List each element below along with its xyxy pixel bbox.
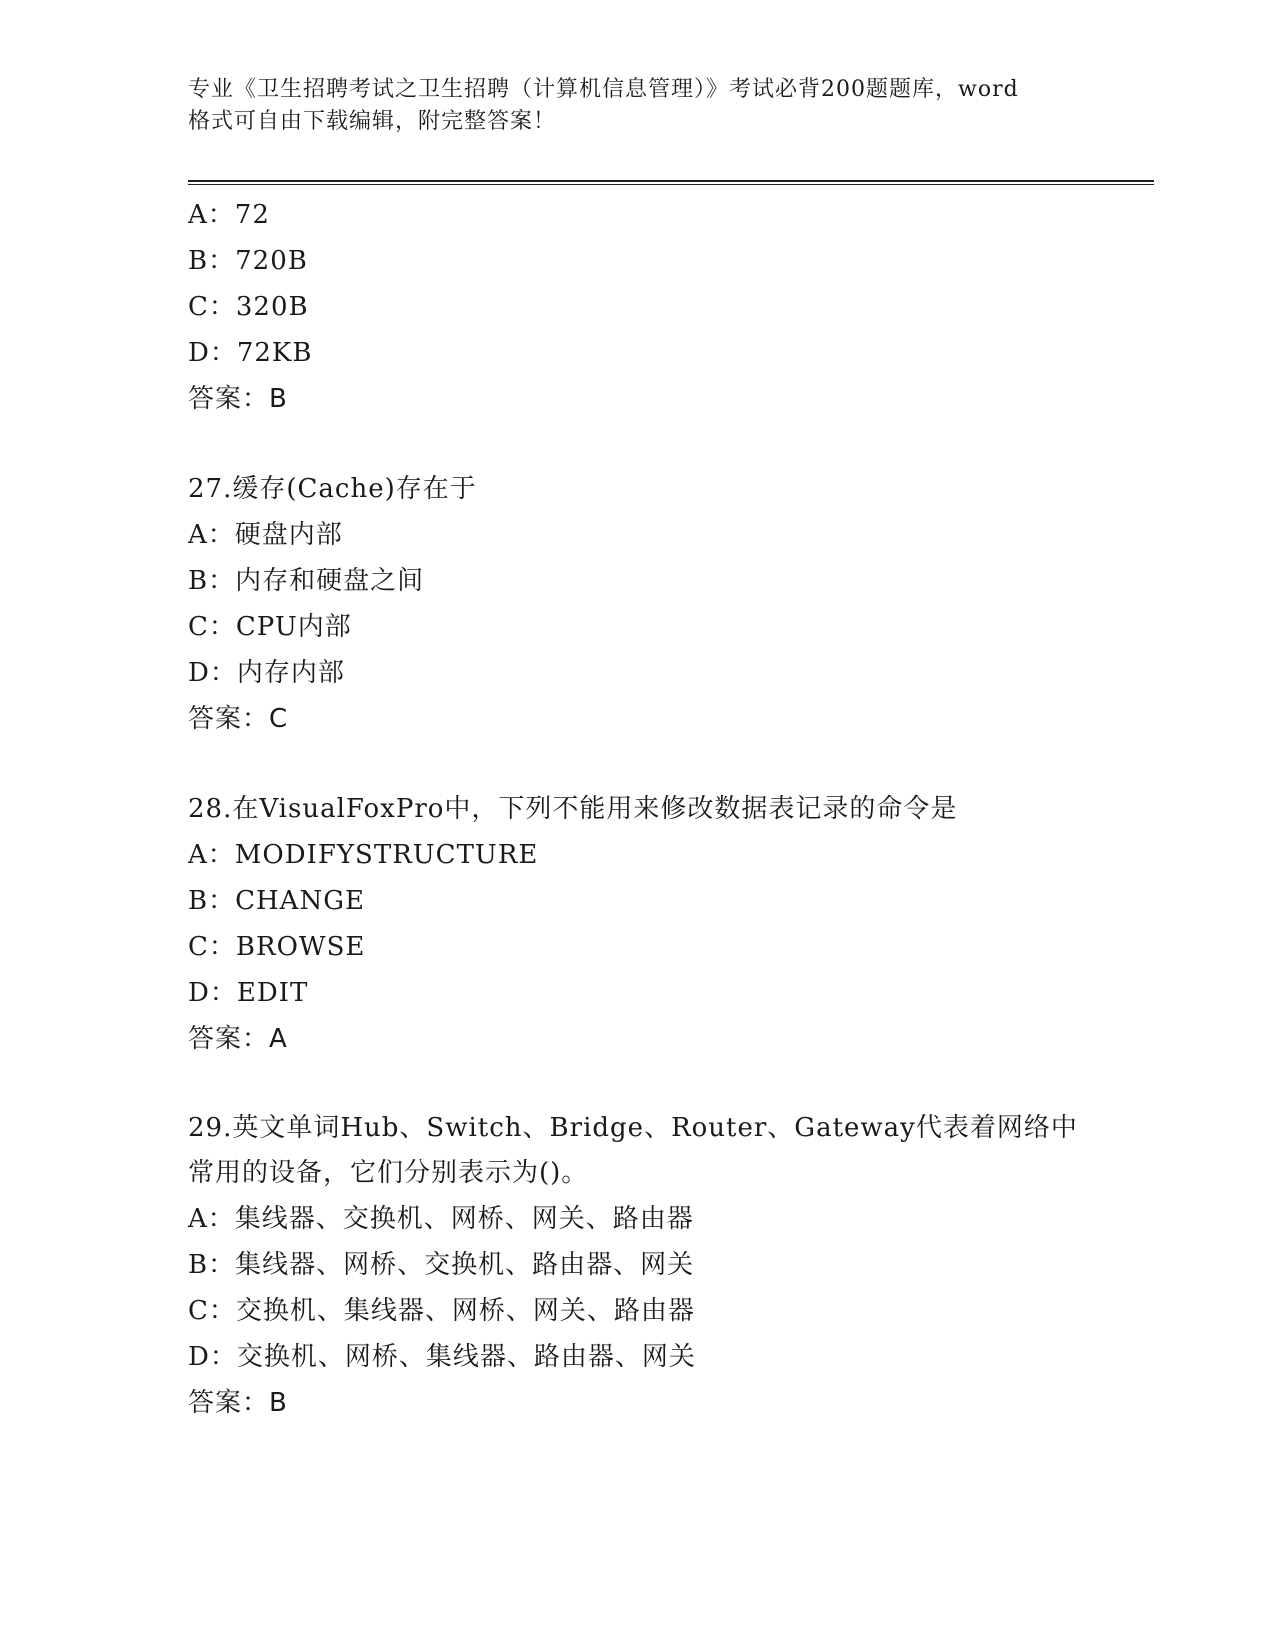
option-b: B：CHANGE	[188, 886, 365, 916]
question-29	[188, 1106, 1088, 1426]
answer-text: 答案：A	[188, 1024, 288, 1054]
question-text-line-1: 29.英文单词Hub、Switch、Bridge、Router、Gateway代表着网络中	[188, 1113, 1078, 1143]
answer-text: 答案：C	[188, 704, 289, 734]
option-b: B：集线器、网桥、交换机、路由器、网关	[188, 1250, 695, 1280]
answer-text: 答案：B	[188, 1388, 288, 1418]
option-a: A：集线器、交换机、网桥、网关、路由器	[188, 1204, 694, 1234]
header-line-2: 格式可自由下载编辑，附完整答案！	[188, 109, 557, 134]
document-header	[188, 74, 1088, 138]
question-27	[188, 466, 1088, 742]
option-a: A：72	[188, 200, 270, 230]
option-d: D：交换机、网桥、集线器、路由器、网关	[188, 1342, 696, 1372]
answer-text: 答案：B	[188, 384, 288, 414]
header-line-1: 专业《卫生招聘考试之卫生招聘（计算机信息管理）》考试必背200题题库，word	[188, 77, 1019, 102]
option-b: B：内存和硬盘之间	[188, 566, 425, 596]
header-divider-thin	[188, 184, 1154, 185]
question-26	[188, 192, 1088, 422]
question-text: 28.在VisualFoxPro中，下列不能用来修改数据表记录的命令是	[188, 794, 958, 824]
option-c: C：交换机、集线器、网桥、网关、路由器	[188, 1296, 695, 1326]
question-text: 27.缓存(Cache)存在于	[188, 474, 477, 504]
option-a: A：MODIFYSTRUCTURE	[188, 840, 539, 870]
option-a: A：硬盘内部	[188, 520, 343, 550]
option-d: D：内存内部	[188, 658, 345, 688]
question-list	[188, 192, 1088, 1426]
spacer	[188, 1062, 1088, 1106]
option-c: C：BROWSE	[188, 932, 366, 962]
option-c: C：320B	[188, 292, 309, 322]
option-c: C：CPU内部	[188, 612, 352, 642]
header-divider-thick	[188, 180, 1154, 182]
spacer	[188, 742, 1088, 786]
option-d: D：EDIT	[188, 978, 309, 1008]
option-d: D：72KB	[188, 338, 313, 368]
spacer	[188, 422, 1088, 466]
option-b: B：720B	[188, 246, 308, 276]
question-28	[188, 786, 1088, 1062]
question-text-line-2: 常用的设备，它们分别表示为()。	[188, 1158, 589, 1188]
